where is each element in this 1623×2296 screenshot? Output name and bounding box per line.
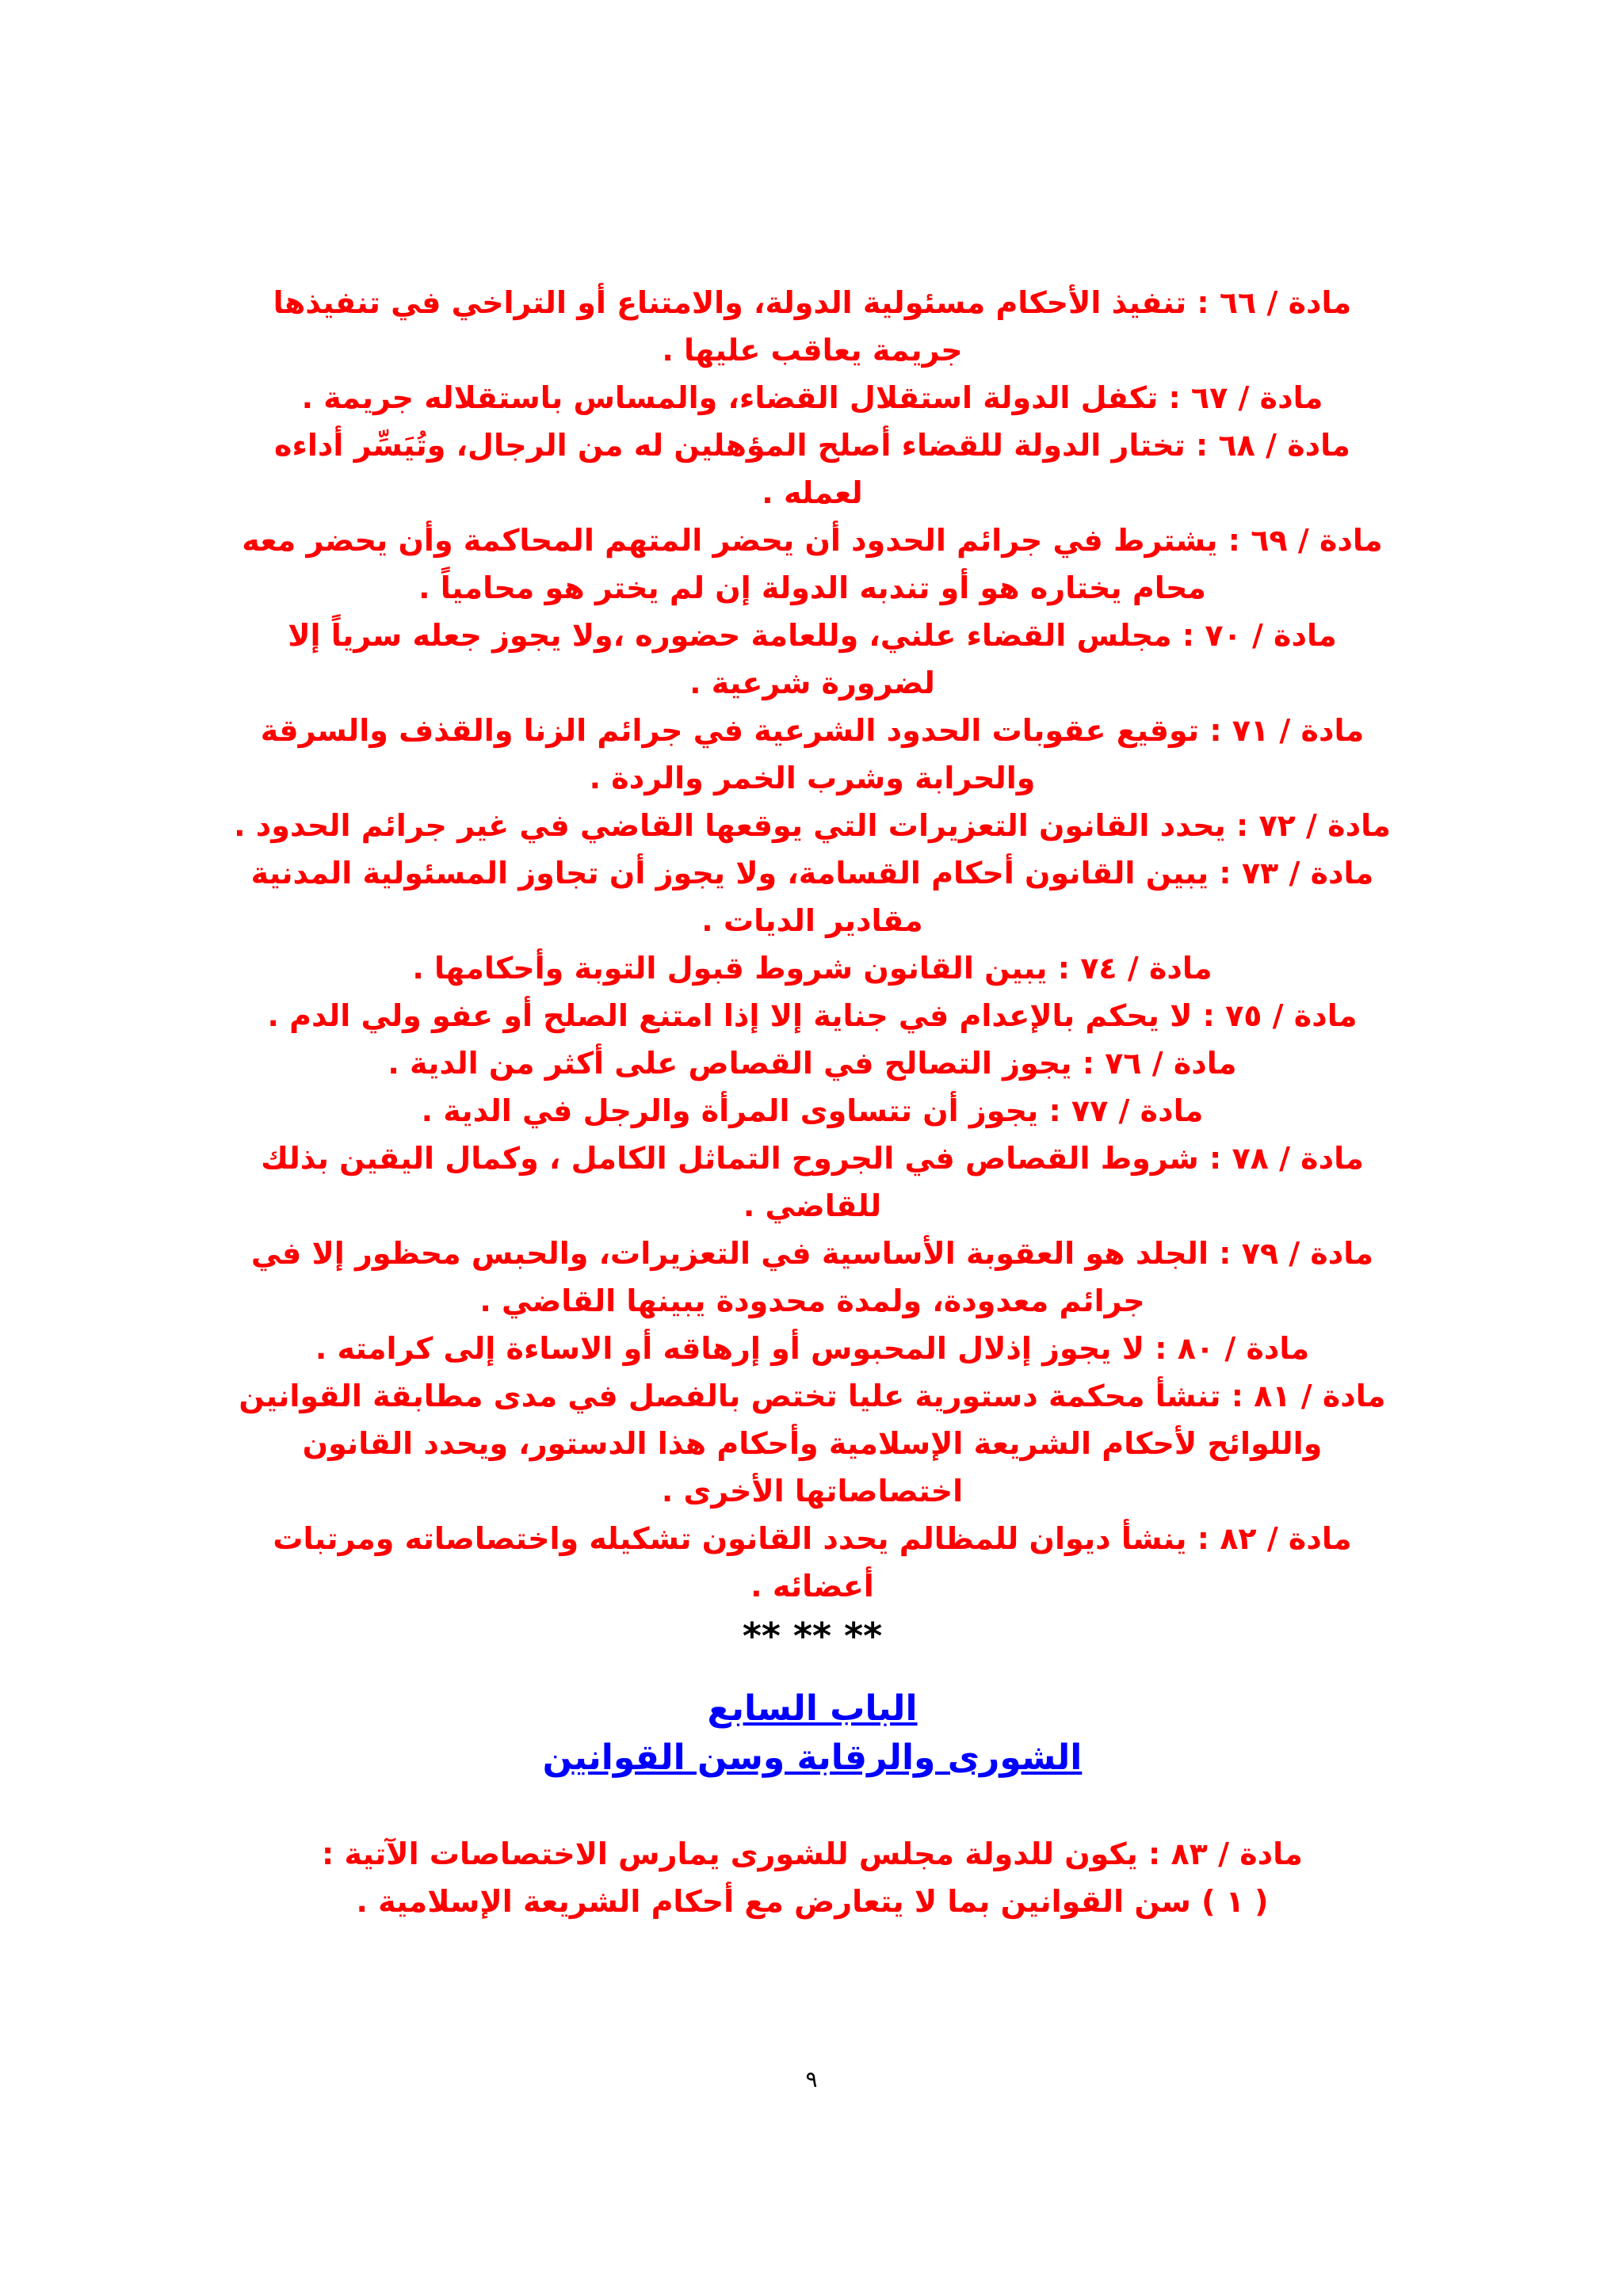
article-70: مادة / ٧٠ : مجلس القضاء علني، وللعامة حضوره ،ولا يجوز جعله سرياً إلا لضرورة شرعية .: [288, 618, 1337, 700]
chapter-heading: [230, 1684, 1395, 1783]
chapter-title: الشورى والرقابة وسن القوانين: [542, 1737, 1083, 1778]
chapter-number: الباب السابع: [707, 1688, 918, 1729]
article-72: مادة / ٧٢ : يحدد القانون التعزيرات التي يوقعها القاضي في غير جرائم الحدود .: [234, 808, 1391, 843]
page-content: [230, 279, 1395, 1925]
page-number: ٩: [805, 2066, 818, 2092]
article-66: مادة / ٦٦ : تنفيذ الأحكام مسئولية الدولة، والامتناع أو التراخي في تنفيذها جريمة يعاقب عليها .: [273, 285, 1352, 368]
article-83-item-1: ( ١ ) سن القوانين بما لا يتعارض مع أحكام الشريعة الإسلامية .: [356, 1884, 1269, 1919]
article-76: مادة / ٧٦ : يجوز التصالح في القصاص على أكثر من الدية .: [388, 1046, 1237, 1081]
article-83: مادة / ٨٣ : يكون للدولة مجلس للشورى يمارس الاختصاصات الآتية :: [322, 1836, 1303, 1871]
section-separator: ** ** **: [742, 1615, 883, 1657]
article-77: مادة / ٧٧ : يجوز أن تتساوى المرأة والرجل في الدية .: [421, 1093, 1204, 1128]
article-74: مادة / ٧٤ : يبين القانون شروط قبول التوبة وأحكامها .: [412, 951, 1212, 986]
article-80: مادة / ٨٠ : لا يجوز إذلال المحبوس أو إرهاقه أو الاساءة إلى كرامته .: [315, 1331, 1310, 1366]
article-75: مادة / ٧٥ : لا يحكم بالإعدام في جناية إلا إذا امتنع الصلح أو عفو ولي الدم .: [267, 998, 1358, 1033]
article-81: مادة / ٨١ : تنشأ محكمة دستورية عليا تختص بالفصل في مدى مطابقة القوانين واللوائح لأحكام الشريعة الإسلامية وأحكام هذا الدستور، ويحدد القانون اختصاصاتها الأخرى .: [239, 1379, 1386, 1508]
article-69: مادة / ٦٩ : يشترط في جرائم الحدود أن يحضر المتهم المحاكمة وأن يحضر معه محام يختاره هو أو تندبه الدولة إن لم يختر هو محامياً .: [242, 523, 1383, 605]
article-68: مادة / ٦٨ : تختار الدولة للقضاء أصلح المؤهلين له من الرجال، وتُيَسِّر أداءه لعمله .: [274, 428, 1350, 510]
article-78: مادة / ٧٨ : شروط القصاص في الجروح التماثل الكامل ، وكمال اليقين بذلك للقاضي .: [261, 1141, 1364, 1223]
article-73: مادة / ٧٣ : يبين القانون أحكام القسامة، ولا يجوز أن تجاوز المسئولية المدنية مقادير الديات .: [250, 856, 1374, 938]
article-82: مادة / ٨٢ : ينشأ ديوان للمظالم يحدد القانون تشكيله واختصاصاته ومرتبات أعضائه .: [273, 1521, 1352, 1604]
article-67: مادة / ٦٧ : تكفل الدولة استقلال القضاء، والمساس باستقلاله جريمة .: [301, 380, 1323, 415]
article-79: مادة / ٧٩ : الجلد هو العقوبة الأساسية في التعزيرات، والحبس محظور إلا في جرائم معدودة، ولمدة محدودة يبينها القاضي .: [250, 1236, 1374, 1318]
spacer: [230, 1783, 1395, 1830]
article-71: مادة / ٧١ : توقيع عقوبات الحدود الشرعية في جرائم الزنا والقذف والسرقة والحرابة وشرب الخمر والردة .: [260, 713, 1365, 795]
